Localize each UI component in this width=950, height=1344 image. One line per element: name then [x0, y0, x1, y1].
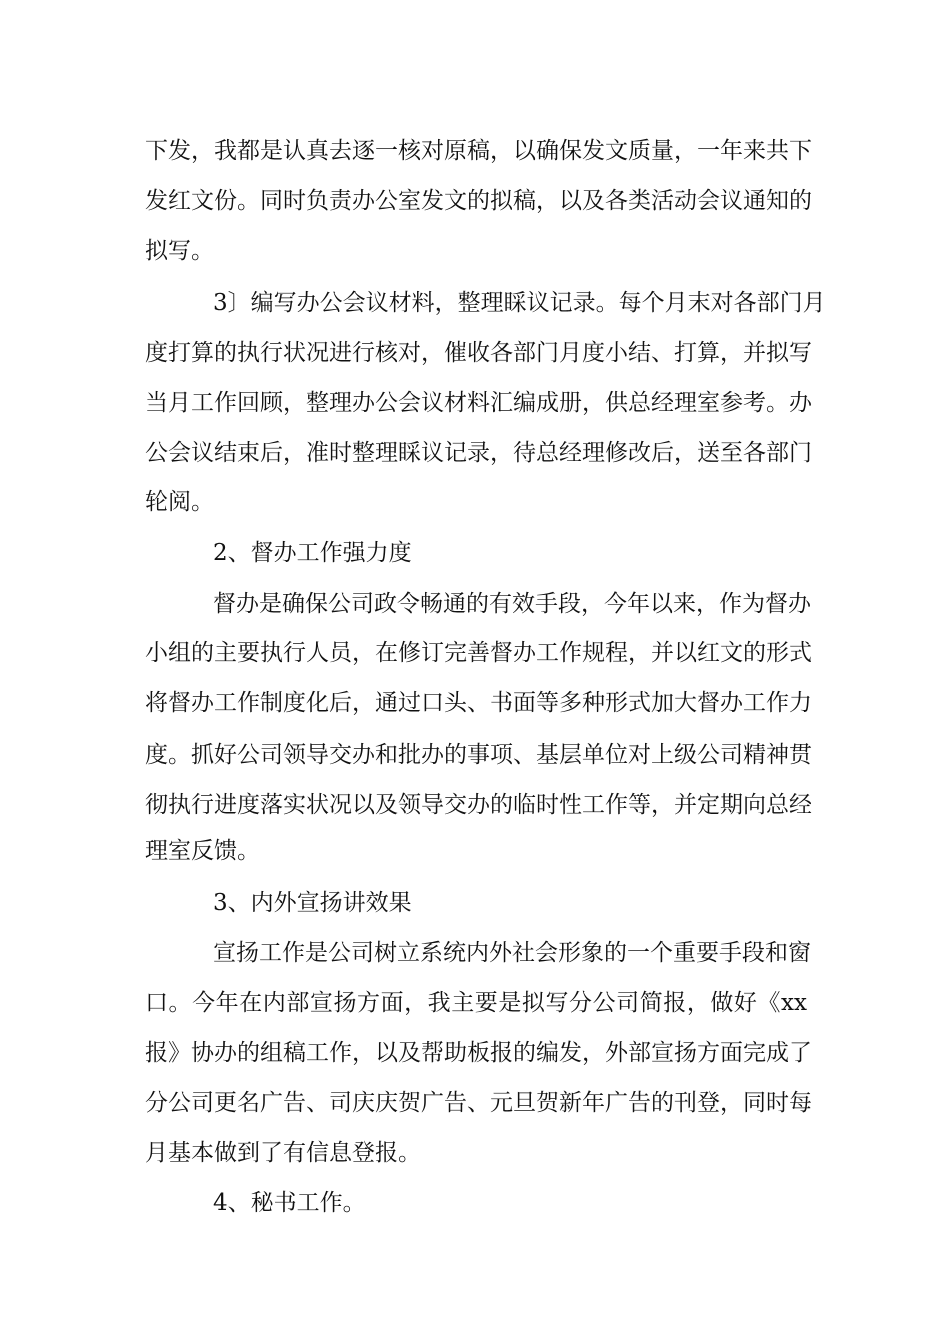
text-line: 彻执行进度落实状况以及领导交办的临时性工作等，并定期向总经 — [145, 792, 812, 818]
text-line: 理室反馈。 — [145, 838, 260, 864]
text-line: 分公司更名广告、司庆庆贺广告、元旦贺新年广告的刊登，同时每 — [145, 1090, 812, 1116]
text-line: 3〕编写办公会议材料，整理睬议记录。每个月末对各部门月 — [213, 290, 826, 316]
section-heading: 3、内外宣扬讲效果 — [213, 890, 412, 916]
text-line: 报》协办的组稿工作，以及帮助板报的编发，外部宣扬方面完成了 — [145, 1040, 812, 1066]
text-line: 将督办工作制度化后，通过口头、书面等多种形式加大督办工作力 — [145, 690, 812, 716]
text-line: 督办是确保公司政令畅通的有效手段，今年以来，作为督办 — [213, 591, 811, 617]
text-line: 发红文份。同时负责办公室发文的拟稿，以及各类活动会议通知的 — [145, 188, 812, 214]
section-heading: 2、督办工作强力度 — [213, 540, 412, 566]
text-line: 拟写。 — [145, 238, 214, 264]
text-line: 轮阅。 — [145, 489, 214, 515]
text-line: 下发，我都是认真去逐一核对原稿，以确保发文质量，一年来共下 — [145, 138, 812, 164]
text-line: 月基本做到了有信息登报。 — [145, 1140, 421, 1166]
text-line: 当月工作回顾，整理办公会议材料汇编成册，供总经理室参考。办 — [145, 390, 812, 416]
text-line: 度。抓好公司领导交办和批办的事项、基层单位对上级公司精神贯 — [145, 742, 812, 768]
text-line: 度打算的执行状况进行核对，催收各部门月度小结、打算，并拟写 — [145, 340, 812, 366]
text-line: 宣扬工作是公司树立系统内外社会形象的一个重要手段和窗 — [213, 940, 811, 966]
text-line: 公会议结束后，准时整理睬议记录，待总经理修改后，送至各部门 — [145, 440, 812, 466]
section-heading: 4、秘书工作。 — [213, 1190, 366, 1216]
text-line: 小组的主要执行人员，在修订完善督办工作规程，并以红文的形式 — [145, 640, 812, 666]
text-line: 口。今年在内部宣扬方面，我主要是拟写分公司简报，做好《xx — [145, 990, 807, 1016]
